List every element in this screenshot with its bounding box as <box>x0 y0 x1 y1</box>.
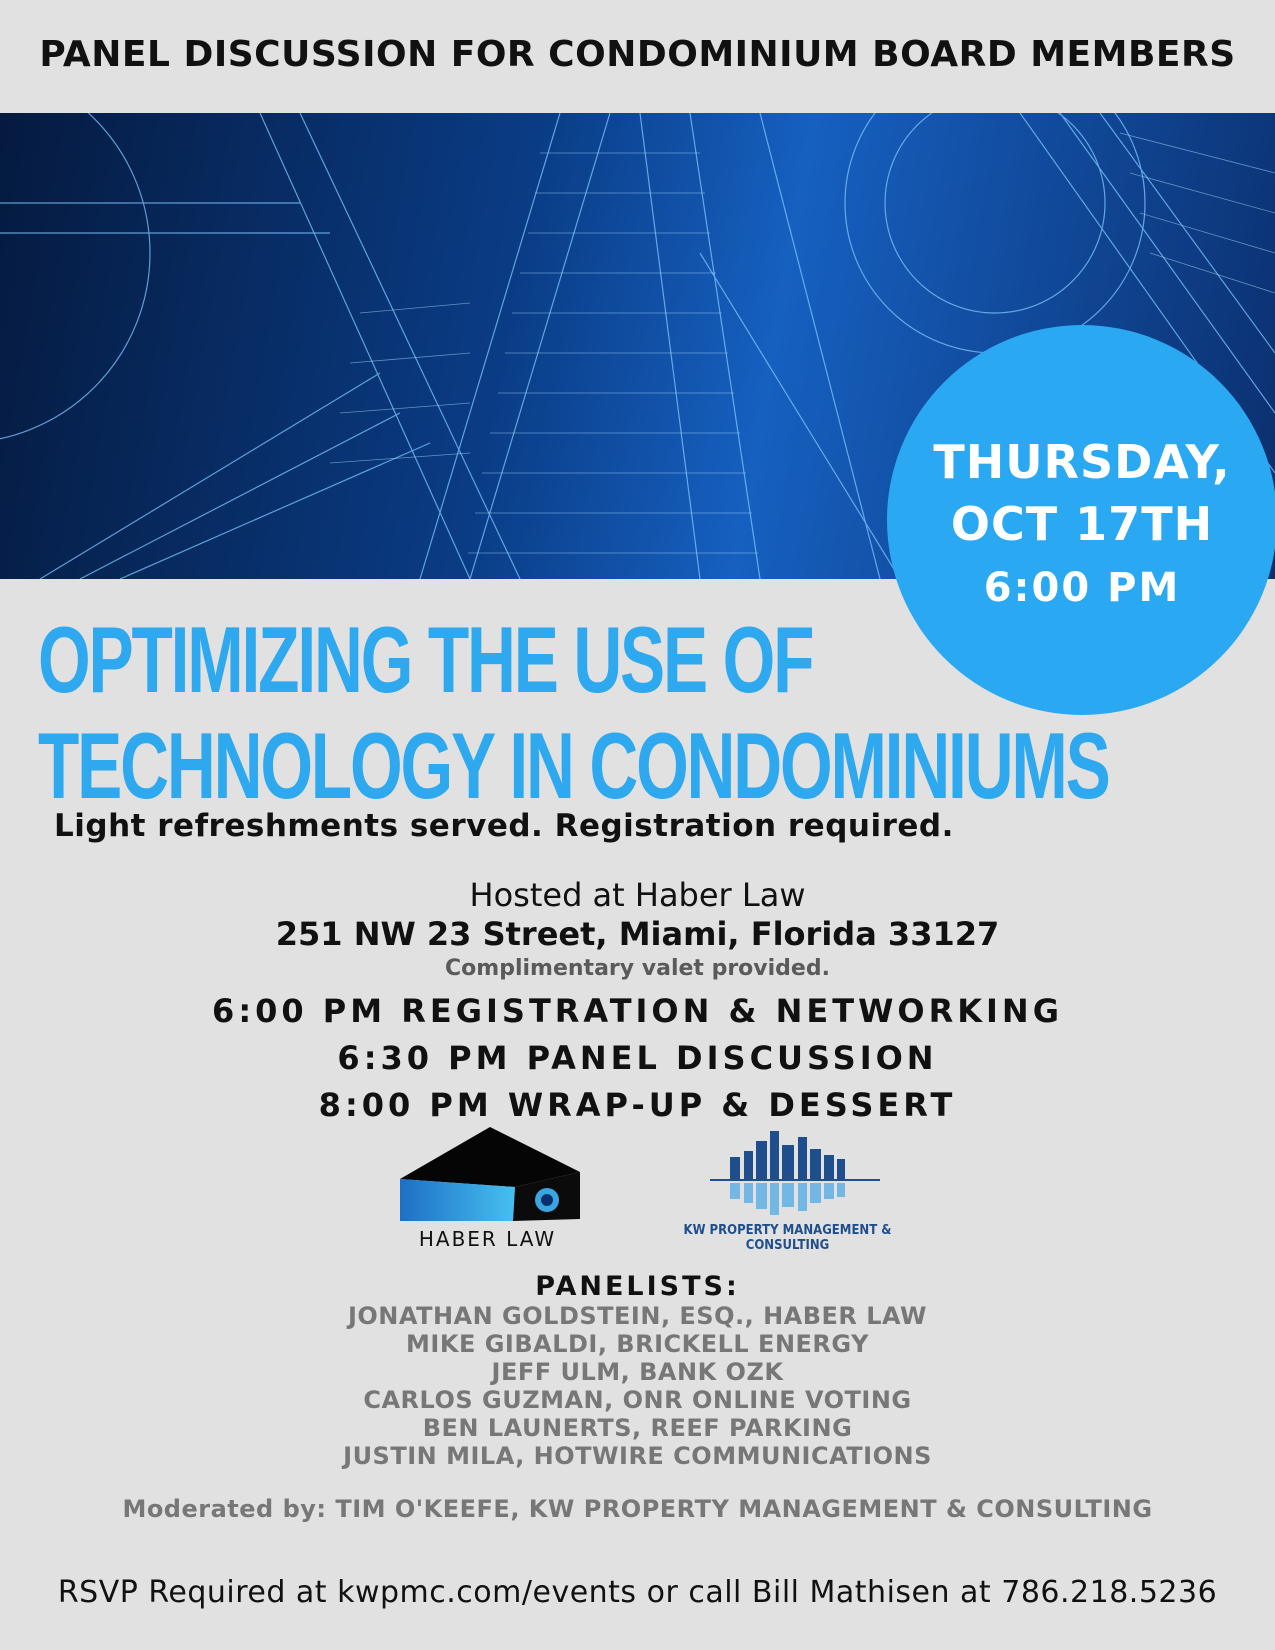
panelist-item: CARLOS GUZMAN, ONR ONLINE VOTING <box>363 1386 912 1414</box>
haber-law-wordmark: HABER LAW <box>418 1227 557 1251</box>
page-title: PANEL DISCUSSION FOR CONDOMINIUM BOARD MEMBERS <box>39 34 1236 75</box>
valet-note: Complimentary valet provided. <box>445 956 830 981</box>
schedule-item: 8:00 PM WRAP-UP & DESSERT <box>318 1086 957 1124</box>
headline-line-2: TECHNOLOGY IN CONDOMINIUMS <box>38 713 1109 818</box>
schedule-item: 6:30 PM PANEL DISCUSSION <box>337 1039 938 1077</box>
rsvp-note: RSVP Required at kwpmc.com/events or call Bill Mathisen at 786.218.5236 <box>57 1575 1218 1610</box>
event-day: THURSDAY, <box>933 435 1231 489</box>
panelist-item: JUSTIN MILA, HOTWIRE COMMUNICATIONS <box>343 1442 932 1470</box>
refreshments-note: Light refreshments served. Registration required. <box>54 808 954 844</box>
venue-host: Hosted at Haber Law <box>469 876 806 914</box>
headline-line-1: OPTIMIZING THE USE OF <box>38 607 813 712</box>
kw-skyline-logo <box>710 1127 880 1222</box>
event-time: 6:00 PM <box>983 565 1181 611</box>
event-date: OCT 17TH <box>950 497 1214 551</box>
venue-address: 251 NW 23 Street, Miami, Florida 33127 <box>275 915 1000 953</box>
panelist-item: MIKE GIBALDI, BRICKELL ENERGY <box>406 1330 869 1358</box>
panelist-item: BEN LAUNERTS, REEF PARKING <box>422 1414 853 1442</box>
panelists-heading: PANELISTS: <box>535 1271 740 1302</box>
panelist-item: JONATHAN GOLDSTEIN, ESQ., HABER LAW <box>347 1302 928 1330</box>
moderator-note: Moderated by: TIM O'KEEFE, KW PROPERTY MANAGEMENT & CONSULTING <box>122 1495 1153 1523</box>
schedule-item: 6:00 PM REGISTRATION & NETWORKING <box>212 992 1063 1030</box>
kw-wordmark: KW PROPERTY MANAGEMENT & CONSULTING <box>683 1223 892 1253</box>
event-date-badge <box>887 325 1275 715</box>
panelist-item: JEFF ULM, BANK OZK <box>491 1358 784 1386</box>
